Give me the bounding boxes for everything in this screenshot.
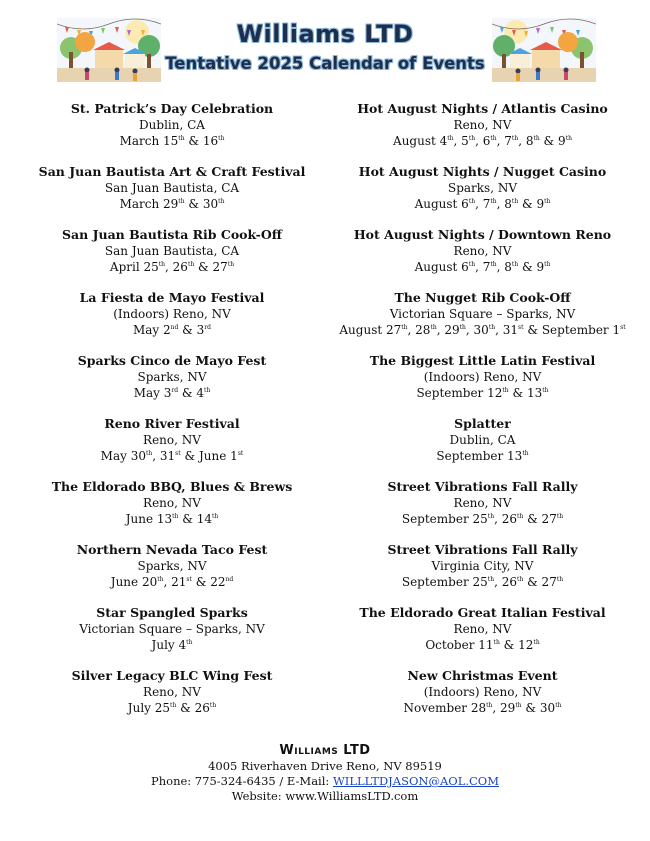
event-location: Dublin, CA [449, 433, 516, 447]
event-location: Sparks, NV [137, 370, 207, 384]
date-ordinal-suffix: th [218, 198, 225, 205]
date-ordinal-suffix: th [157, 576, 164, 583]
event-dates [37, 385, 307, 401]
date-ordinal-suffix: th [555, 702, 562, 709]
event-entry [37, 605, 307, 668]
event-name: Star Spangled Sparks [96, 605, 248, 620]
event-dates [37, 322, 307, 338]
event-dates [330, 511, 635, 527]
date-text: , 30 [465, 323, 489, 337]
footer-email-link[interactable]: WILLLTDJASON@AOL.COM [332, 774, 499, 788]
page-title: Williams LTD [236, 20, 414, 48]
event-name: Street Vibrations Fall Rally [387, 542, 578, 557]
date-ordinal-suffix: rd [171, 387, 179, 394]
date-text: September 25 [401, 512, 488, 526]
date-text: , 6 [475, 134, 491, 148]
event-dates [37, 196, 307, 212]
event-name: San Juan Bautista Rib Cook-Off [62, 227, 282, 242]
date-text: , 8 [496, 260, 512, 274]
date-ordinal-suffix: th [178, 135, 185, 142]
event-name: Silver Legacy BLC Wing Fest [71, 668, 273, 683]
date-ordinal-suffix: th [487, 513, 495, 520]
event-dates [330, 322, 635, 338]
event-entry [330, 416, 635, 479]
date-ordinal-suffix: th [186, 639, 193, 646]
date-text: May 3 [133, 386, 172, 400]
event-dates [330, 637, 635, 653]
event-entry [37, 416, 307, 479]
date-ordinal-suffix: th [158, 261, 166, 268]
footer-contact [0, 774, 650, 789]
date-ordinal-suffix: th [565, 135, 572, 142]
event-name: The Eldorado BBQ, Blues & Brews [51, 479, 293, 494]
event-name: La Fiesta de Mayo Festival [79, 290, 265, 305]
event-name: Hot August Nights / Atlantis Casino [357, 101, 608, 116]
date-text: November 28 [403, 701, 487, 715]
date-text: , 8 [496, 197, 512, 211]
event-name: Sparks Cinco de Mayo Fest [77, 353, 267, 368]
event-location: Reno, NV [453, 118, 512, 132]
date-ordinal-suffix: th [178, 198, 185, 205]
event-location: Sparks, NV [447, 181, 518, 195]
date-ordinal-suffix: th [493, 639, 500, 646]
event-dates [37, 133, 307, 149]
date-text: & 13 [508, 386, 543, 400]
event-location: Reno, NV [143, 433, 201, 447]
page-header [0, 14, 650, 84]
event-location: Reno, NV [143, 685, 201, 699]
date-ordinal-suffix: th [516, 513, 524, 520]
event-dates [330, 259, 635, 275]
date-ordinal-suffix: th [218, 135, 225, 142]
date-ordinal-suffix: th [490, 261, 497, 268]
date-ordinal-suffix: nd [170, 324, 179, 331]
date-ordinal-suffix: th [486, 702, 493, 709]
date-ordinal-suffix: th [542, 387, 549, 394]
footer-website: Website: www.WilliamsLTD.com [231, 789, 419, 803]
date-text: September 25 [401, 575, 488, 589]
date-text: May 2 [132, 323, 171, 337]
page-footer [0, 742, 650, 804]
event-location: Virginia City, NV [431, 559, 534, 573]
event-name: Hot August Nights / Nugget Casino [358, 164, 607, 179]
event-location: (Indoors) Reno, NV [113, 307, 231, 321]
date-ordinal-suffix: th [170, 702, 177, 709]
event-dates [330, 574, 635, 590]
event-name: St. Patrick’s Day Celebration [70, 101, 274, 116]
date-ordinal-suffix: st [518, 324, 524, 331]
event-location: Sparks, NV [137, 559, 207, 573]
event-name: Reno River Festival [104, 416, 240, 431]
event-name: The Eldorado Great Italian Festival [359, 605, 606, 620]
event-dates [37, 574, 307, 590]
date-ordinal-suffix: th [488, 324, 496, 331]
date-text: July 25 [127, 701, 171, 715]
date-text: & 9 [518, 260, 545, 274]
event-location: Reno, NV [453, 244, 512, 258]
event-entry [330, 668, 635, 731]
events-column-left [37, 101, 307, 731]
event-name: New Christmas Event [407, 668, 558, 683]
date-ordinal-suffix: st [620, 324, 626, 331]
event-entry [330, 164, 635, 227]
event-entry [330, 605, 635, 668]
date-text: & 27 [194, 260, 228, 274]
date-text: , 28 [407, 323, 431, 337]
date-text: & 27 [523, 575, 557, 589]
event-location: San Juan Bautista, CA [104, 244, 240, 258]
event-dates [330, 133, 635, 149]
event-location: (Indoors) Reno, NV [423, 685, 542, 699]
date-ordinal-suffix: th [511, 198, 519, 205]
date-ordinal-suffix: th [204, 387, 211, 394]
event-entry [330, 542, 635, 605]
date-ordinal-suffix: th [490, 198, 497, 205]
event-location: Dublin, CA [139, 118, 205, 132]
event-entry [330, 101, 635, 164]
date-text: August 6 [414, 260, 469, 274]
date-text: & 30 [521, 701, 556, 715]
date-text: , 26 [494, 575, 517, 589]
event-dates [37, 259, 307, 275]
event-location: Victorian Square – Sparks, NV [389, 307, 576, 321]
event-entry [37, 101, 307, 164]
date-text: June 13 [125, 512, 173, 526]
event-entry [37, 668, 307, 731]
event-location: (Indoors) Reno, NV [423, 370, 542, 384]
date-text: & 3 [178, 323, 205, 337]
date-text: & 26 [176, 701, 210, 715]
date-text: & June 1 [180, 449, 238, 463]
date-ordinal-suffix: st [237, 450, 244, 457]
date-text: March 29 [119, 197, 179, 211]
date-text: , 29 [436, 323, 460, 337]
date-text: , 31 [152, 449, 176, 463]
event-entry [330, 290, 635, 353]
date-text: & 4 [178, 386, 205, 400]
event-location: Reno, NV [453, 496, 512, 510]
date-ordinal-suffix: th [468, 261, 476, 268]
date-ordinal-suffix: th [401, 324, 408, 331]
festival-market-illustration-right [492, 18, 596, 82]
event-dates [330, 385, 635, 401]
footer-phone: Phone: 775-324-6435 / E-Mail: [151, 774, 333, 788]
event-name: The Biggest Little Latin Festival [369, 353, 596, 368]
event-entry [37, 227, 307, 290]
date-text: & 30 [184, 197, 219, 211]
date-ordinal-suffix: th [511, 261, 519, 268]
date-ordinal-suffix: th [447, 135, 454, 142]
date-ordinal-suffix: rd [204, 324, 212, 331]
date-text: & September 1 [523, 323, 621, 337]
date-text: October 11 [425, 638, 494, 652]
date-ordinal-suffix: th [468, 198, 476, 205]
date-ordinal-suffix: th [544, 198, 551, 205]
date-ordinal-suffix: th [459, 324, 466, 331]
date-ordinal-suffix: st [186, 576, 192, 583]
date-ordinal-suffix: th [145, 450, 153, 457]
date-text: September 12 [416, 386, 503, 400]
event-name: The Nugget Rib Cook-Off [394, 290, 571, 305]
date-ordinal-suffix: nd [225, 576, 234, 583]
date-ordinal-suffix: th [468, 135, 476, 142]
event-entry [37, 290, 307, 353]
date-ordinal-suffix: th [490, 135, 497, 142]
event-dates [37, 700, 307, 716]
event-dates [330, 196, 635, 212]
date-text: & 27 [523, 512, 557, 526]
event-entry [330, 227, 635, 290]
date-text: & 9 [518, 197, 545, 211]
event-dates [37, 637, 307, 653]
event-dates [37, 448, 307, 464]
date-text: , 31 [495, 323, 519, 337]
date-text: April 25 [109, 260, 159, 274]
events-column-right [330, 101, 635, 731]
date-text: , 26 [165, 260, 188, 274]
date-text: , 29 [492, 701, 516, 715]
date-text: , 7 [475, 197, 491, 211]
date-ordinal-suffix: th [544, 261, 551, 268]
event-location: Reno, NV [453, 622, 512, 636]
footer-address: 4005 Riverhaven Drive Reno, NV 89519 [208, 759, 442, 773]
date-text: & 22 [191, 575, 226, 589]
date-ordinal-suffix: th [227, 261, 235, 268]
date-ordinal-suffix: th [187, 261, 195, 268]
date-text: & 12 [499, 638, 534, 652]
date-text: May 30 [100, 449, 146, 463]
event-entry [37, 164, 307, 227]
date-ordinal-suffix: th [430, 324, 437, 331]
date-ordinal-suffix: th [556, 576, 564, 583]
event-location: Reno, NV [143, 496, 201, 510]
date-text: & 14 [178, 512, 213, 526]
event-name: Splatter [454, 416, 511, 431]
page-subtitle: Tentative 2025 Calendar of Events [165, 54, 485, 73]
event-name: San Juan Bautista Art & Craft Festival [38, 164, 306, 179]
date-text: September 13 [436, 449, 523, 463]
date-text: , 26 [494, 512, 517, 526]
date-ordinal-suffix: th [515, 702, 522, 709]
date-ordinal-suffix: st [175, 450, 181, 457]
event-entry [37, 353, 307, 416]
date-ordinal-suffix: th [172, 513, 179, 520]
date-ordinal-suffix: th [487, 576, 495, 583]
event-entry [330, 353, 635, 416]
date-ordinal-suffix: th [212, 513, 219, 520]
date-text: March 15 [119, 134, 179, 148]
event-location: San Juan Bautista, CA [104, 181, 240, 195]
event-entry [37, 542, 307, 605]
event-name: Street Vibrations Fall Rally [387, 479, 578, 494]
event-name: Hot August Nights / Downtown Reno [353, 227, 612, 242]
footer-company: Williams LTD [279, 743, 371, 758]
date-ordinal-suffix: th [522, 450, 529, 457]
date-text: June 20 [110, 575, 158, 589]
event-dates [37, 511, 307, 527]
date-text: & 9 [539, 134, 566, 148]
date-ordinal-suffix: th [511, 135, 519, 142]
date-text: & 16 [184, 134, 219, 148]
date-ordinal-suffix: th [209, 702, 217, 709]
date-text: , 8 [518, 134, 534, 148]
date-text: , 7 [496, 134, 512, 148]
date-text: , 7 [475, 260, 491, 274]
event-name: Northern Nevada Taco Fest [76, 542, 268, 557]
event-entry [37, 479, 307, 542]
date-text: August 6 [414, 197, 469, 211]
date-ordinal-suffix: th [556, 513, 564, 520]
event-dates [330, 700, 635, 716]
date-ordinal-suffix: th [502, 387, 509, 394]
date-text: , 21 [163, 575, 187, 589]
date-text: , 5 [453, 134, 469, 148]
date-text: August 4 [393, 134, 448, 148]
date-ordinal-suffix: th [533, 135, 540, 142]
date-ordinal-suffix: th [516, 576, 524, 583]
date-text: August 27 [339, 323, 402, 337]
date-text: July 4 [151, 638, 187, 652]
event-dates [330, 448, 635, 464]
date-ordinal-suffix: th [533, 639, 540, 646]
event-location: Victorian Square – Sparks, NV [79, 622, 265, 636]
event-entry [330, 479, 635, 542]
